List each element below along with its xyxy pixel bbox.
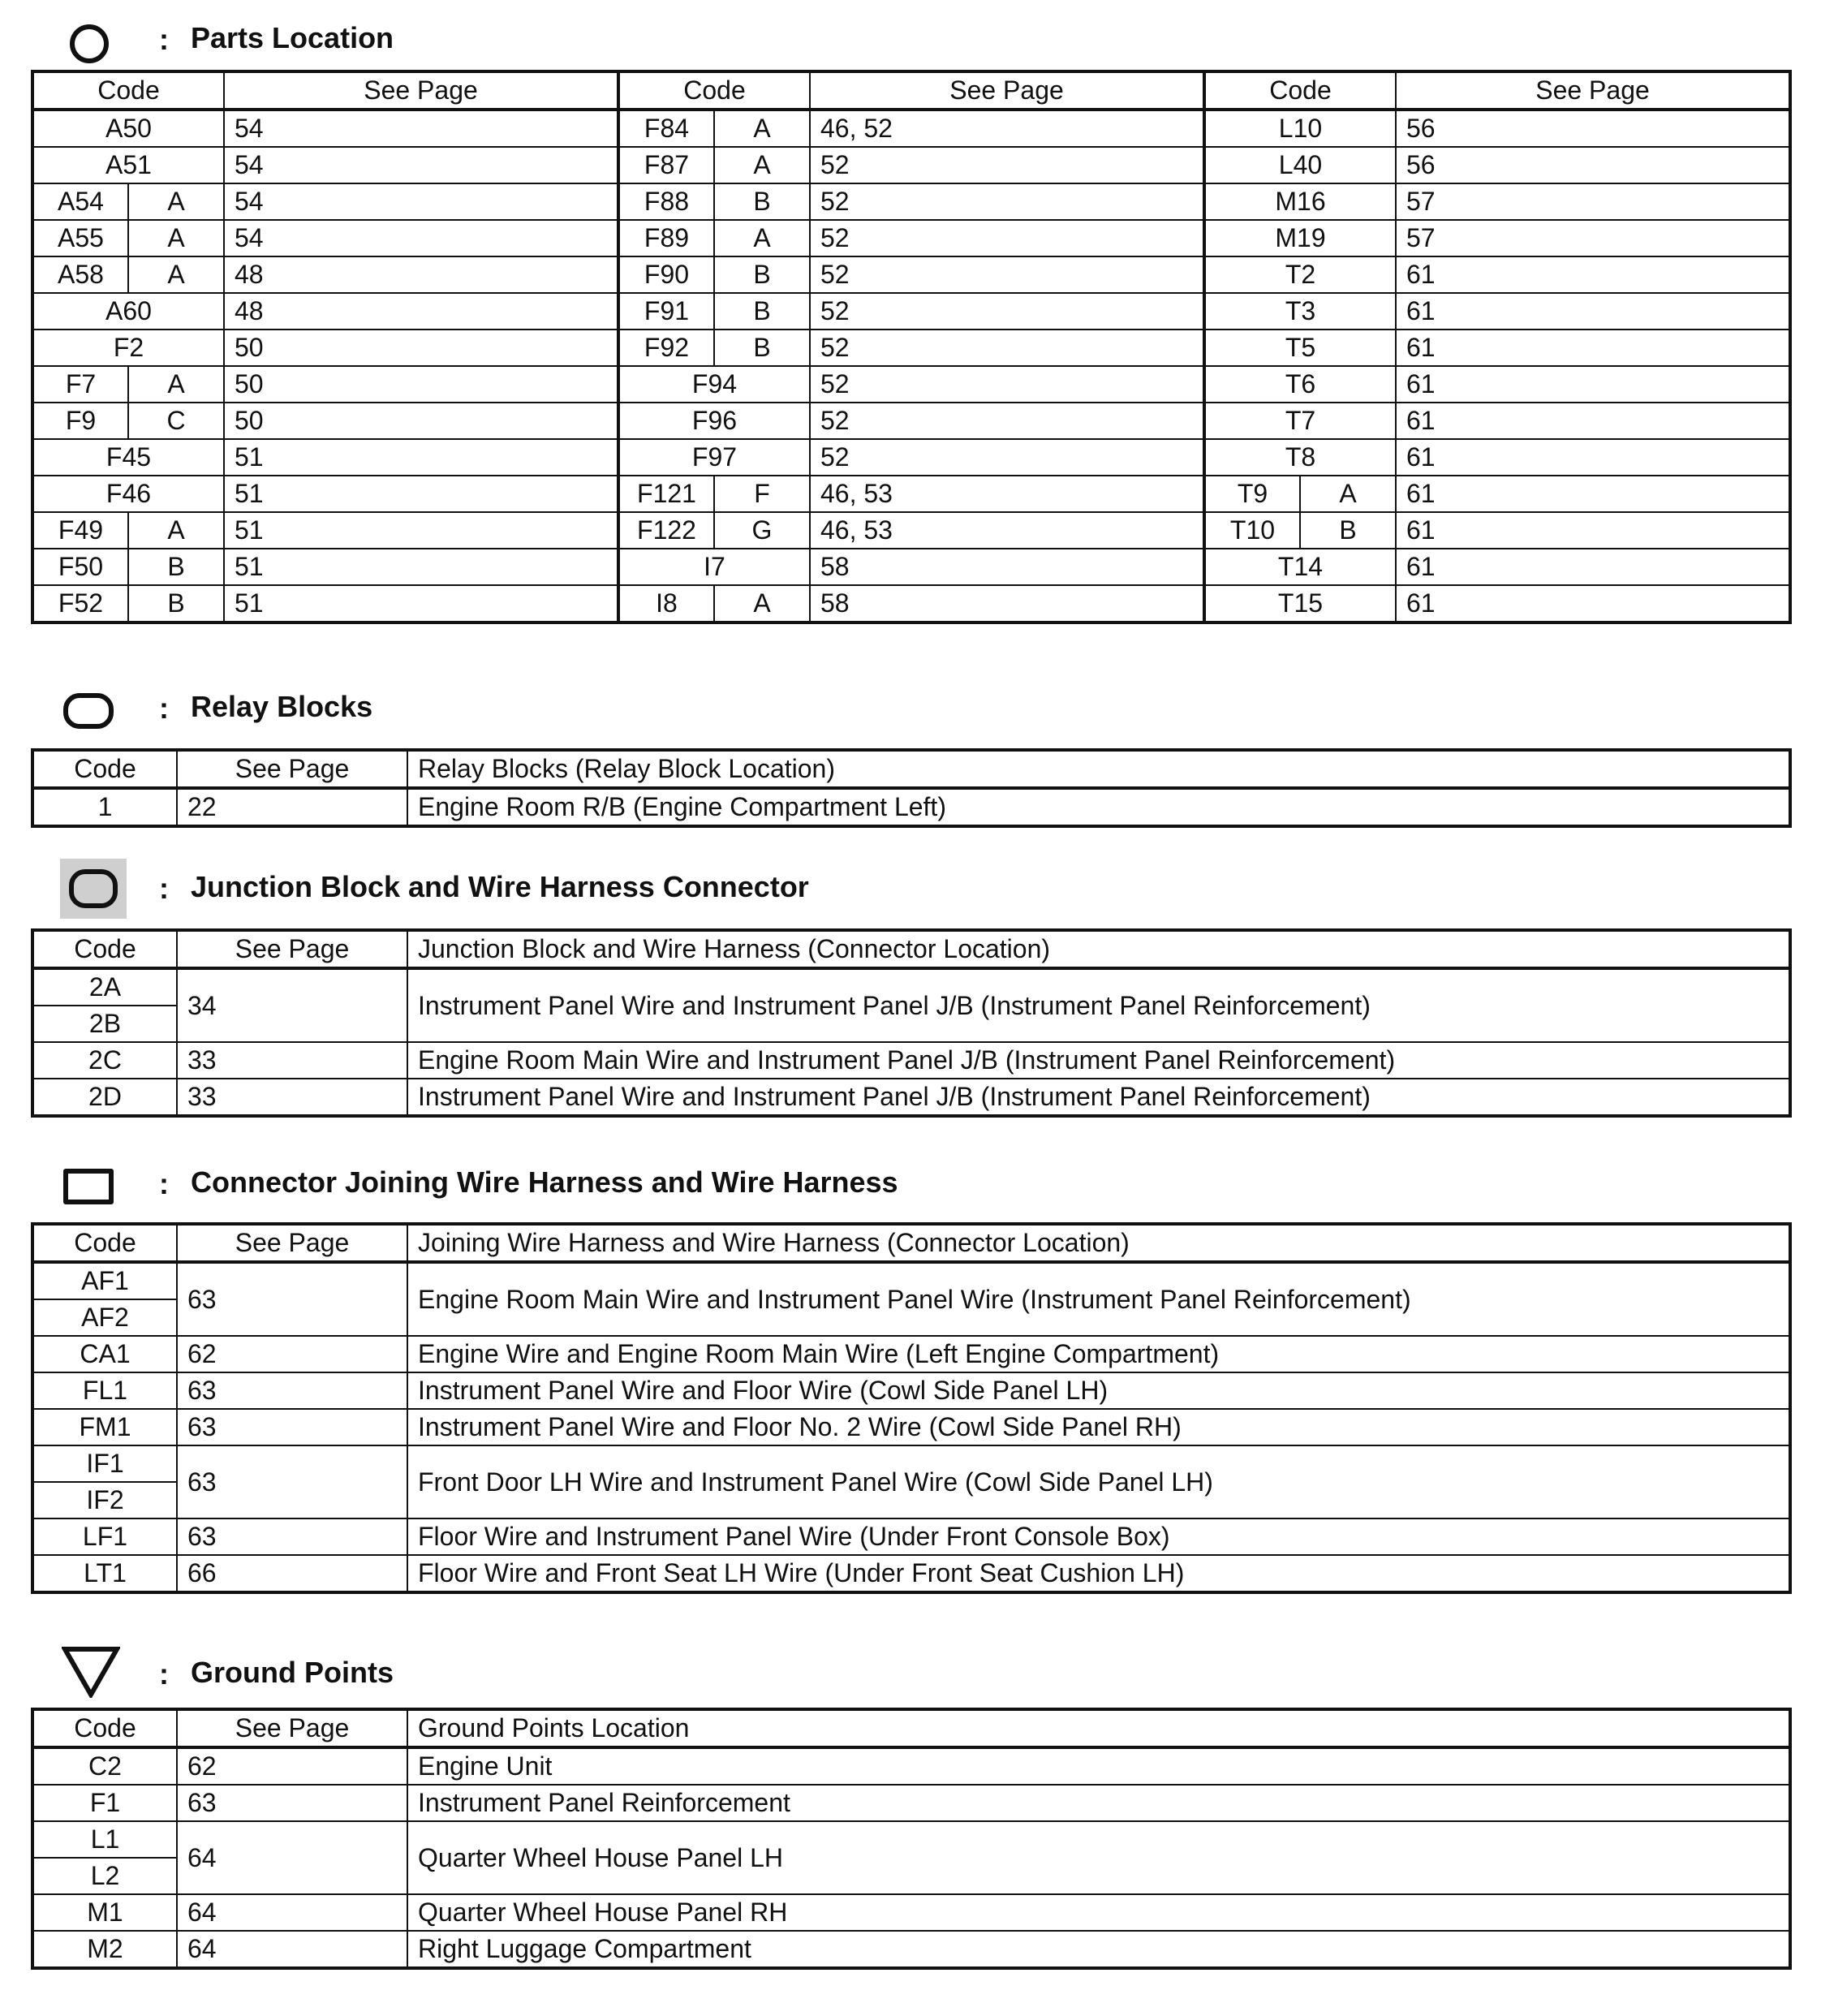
code-cell: F7	[32, 366, 128, 403]
relay-blocks-table	[31, 748, 1792, 828]
code-cell: F122	[618, 512, 714, 549]
table-row	[32, 549, 1790, 585]
code-cell: LT1	[32, 1555, 177, 1592]
table-row	[32, 1747, 1790, 1785]
table-row	[32, 183, 1790, 220]
code-header: Code	[32, 1709, 177, 1747]
location-cell: Floor Wire and Front Seat LH Wire (Under Front Seat Cushion LH)	[407, 1555, 1790, 1592]
code-cell: F96	[618, 403, 810, 439]
see-page-cell: 63	[177, 1262, 407, 1336]
see-page-cell: 52	[810, 439, 1204, 476]
table-row	[32, 220, 1790, 256]
triangle-down-icon	[62, 1646, 120, 1698]
code-cell: AF1	[32, 1262, 177, 1299]
table-row	[32, 1931, 1790, 1968]
code-cell: T5	[1204, 330, 1396, 366]
connector-joining-table	[31, 1222, 1792, 1594]
code-cell: I7	[618, 549, 810, 585]
code-variant-cell: A	[128, 366, 224, 403]
see-page-cell: 51	[224, 512, 618, 549]
location-header: Joining Wire Harness and Wire Harness (Connector Location)	[407, 1224, 1790, 1262]
location-cell: Floor Wire and Instrument Panel Wire (Under Front Console Box)	[407, 1518, 1790, 1555]
section-title: Connector Joining Wire Harness and Wire Harness	[191, 1165, 898, 1199]
see-page-cell: 22	[177, 788, 407, 826]
see-page-cell: 51	[224, 476, 618, 512]
see-page-cell: 61	[1396, 366, 1790, 403]
see-page-cell: 51	[224, 439, 618, 476]
code-cell: 1	[32, 788, 177, 826]
code-header: Code	[32, 71, 224, 110]
code-variant-cell: A	[714, 110, 810, 147]
table-row	[32, 476, 1790, 512]
code-cell: F92	[618, 330, 714, 366]
see-page-cell: 52	[810, 147, 1204, 183]
see-page-cell: 61	[1396, 256, 1790, 293]
code-variant-cell: A	[1300, 476, 1396, 512]
code-header: Code	[32, 1224, 177, 1262]
code-cell: F2	[32, 330, 224, 366]
code-variant-cell: B	[1300, 512, 1396, 549]
code-cell: A60	[32, 293, 224, 330]
see-page-header: See Page	[224, 71, 618, 110]
code-cell: M19	[1204, 220, 1396, 256]
table-row	[32, 1079, 1790, 1116]
see-page-cell: 61	[1396, 330, 1790, 366]
see-page-cell: 58	[810, 549, 1204, 585]
table-row	[32, 788, 1790, 826]
see-page-cell: 52	[810, 366, 1204, 403]
see-page-header: See Page	[177, 1709, 407, 1747]
see-page-cell: 54	[224, 183, 618, 220]
location-cell: Right Luggage Compartment	[407, 1931, 1790, 1968]
see-page-cell: 61	[1396, 403, 1790, 439]
code-cell: C2	[32, 1747, 177, 1785]
colon: :	[159, 872, 169, 905]
location-cell: Quarter Wheel House Panel RH	[407, 1894, 1790, 1931]
see-page-cell: 63	[177, 1785, 407, 1821]
shaded-rounded-box-icon	[60, 859, 127, 919]
code-cell: AF2	[32, 1299, 177, 1336]
code-cell: A54	[32, 183, 128, 220]
see-page-header: See Page	[177, 930, 407, 968]
code-header: Code	[32, 930, 177, 968]
code-cell: F91	[618, 293, 714, 330]
location-cell: Engine Room Main Wire and Instrument Panel Wire (Instrument Panel Reinforcement)	[407, 1262, 1790, 1336]
code-cell: M16	[1204, 183, 1396, 220]
code-cell: FM1	[32, 1409, 177, 1445]
see-page-cell: 48	[224, 256, 618, 293]
see-page-cell: 52	[810, 256, 1204, 293]
see-page-cell: 51	[224, 549, 618, 585]
table-row	[32, 1042, 1790, 1079]
see-page-cell: 62	[177, 1336, 407, 1372]
see-page-cell: 61	[1396, 585, 1790, 622]
location-cell: Instrument Panel Wire and Instrument Panel J/B (Instrument Panel Reinforcement)	[407, 1079, 1790, 1116]
code-cell: F46	[32, 476, 224, 512]
location-header: Junction Block and Wire Harness (Connector Location)	[407, 930, 1790, 968]
code-cell: F49	[32, 512, 128, 549]
see-page-cell: 56	[1396, 147, 1790, 183]
see-page-cell: 52	[810, 220, 1204, 256]
location-cell: Front Door LH Wire and Instrument Panel Wire (Cowl Side Panel LH)	[407, 1445, 1790, 1518]
rectangle-icon	[63, 1169, 114, 1204]
code-cell: CA1	[32, 1336, 177, 1372]
code-cell: F94	[618, 366, 810, 403]
code-variant-cell: B	[714, 293, 810, 330]
colon: :	[159, 691, 169, 725]
code-cell: F121	[618, 476, 714, 512]
code-variant-cell: A	[128, 256, 224, 293]
table-row	[32, 403, 1790, 439]
code-cell: A55	[32, 220, 128, 256]
location-cell: Engine Room R/B (Engine Compartment Left)	[407, 788, 1790, 826]
table-row	[32, 585, 1790, 622]
see-page-cell: 46, 52	[810, 110, 1204, 147]
code-cell: L10	[1204, 110, 1396, 147]
colon: :	[159, 1657, 169, 1691]
code-cell: T2	[1204, 256, 1396, 293]
code-cell: L2	[32, 1858, 177, 1894]
table-row	[32, 1445, 1790, 1482]
section-title: Junction Block and Wire Harness Connector	[191, 870, 809, 903]
see-page-cell: 56	[1396, 110, 1790, 147]
location-cell: Engine Room Main Wire and Instrument Panel J/B (Instrument Panel Reinforcement)	[407, 1042, 1790, 1079]
code-cell: F50	[32, 549, 128, 585]
see-page-cell: 52	[810, 330, 1204, 366]
location-header: Relay Blocks (Relay Block Location)	[407, 750, 1790, 788]
code-cell: A50	[32, 110, 224, 147]
code-cell: F52	[32, 585, 128, 622]
see-page-cell: 61	[1396, 293, 1790, 330]
code-cell: T9	[1204, 476, 1300, 512]
junction-block-table	[31, 928, 1792, 1118]
code-variant-cell: A	[714, 220, 810, 256]
location-cell: Instrument Panel Wire and Instrument Panel J/B (Instrument Panel Reinforcement)	[407, 968, 1790, 1042]
table-header-row	[32, 1709, 1790, 1747]
see-page-cell: 52	[810, 183, 1204, 220]
see-page-cell: 54	[224, 110, 618, 147]
see-page-cell: 64	[177, 1931, 407, 1968]
see-page-cell: 51	[224, 585, 618, 622]
table-row	[32, 293, 1790, 330]
code-variant-cell: G	[714, 512, 810, 549]
code-cell: F90	[618, 256, 714, 293]
location-cell: Instrument Panel Reinforcement	[407, 1785, 1790, 1821]
table-row	[32, 1894, 1790, 1931]
see-page-cell: 50	[224, 366, 618, 403]
see-page-cell: 63	[177, 1445, 407, 1518]
code-variant-cell: F	[714, 476, 810, 512]
code-cell: L40	[1204, 147, 1396, 183]
code-cell: L1	[32, 1821, 177, 1858]
see-page-cell: 54	[224, 147, 618, 183]
section-title: Parts Location	[191, 21, 394, 54]
code-cell: F1	[32, 1785, 177, 1821]
table-header-row	[32, 1224, 1790, 1262]
code-variant-cell: B	[714, 183, 810, 220]
table-row	[32, 1409, 1790, 1445]
table-row	[32, 1518, 1790, 1555]
ground-points-table	[31, 1708, 1792, 1970]
see-page-cell: 50	[224, 330, 618, 366]
see-page-cell: 48	[224, 293, 618, 330]
code-cell: T15	[1204, 585, 1396, 622]
code-cell: T3	[1204, 293, 1396, 330]
rounded-pill-icon	[63, 693, 114, 729]
table-row	[32, 1262, 1790, 1299]
see-page-header: See Page	[810, 71, 1204, 110]
see-page-cell: 52	[810, 403, 1204, 439]
code-cell: IF2	[32, 1482, 177, 1518]
code-cell: T6	[1204, 366, 1396, 403]
code-cell: T8	[1204, 439, 1396, 476]
code-cell: T7	[1204, 403, 1396, 439]
code-variant-cell: A	[714, 585, 810, 622]
see-page-cell: 50	[224, 403, 618, 439]
code-cell: 2C	[32, 1042, 177, 1079]
code-header: Code	[618, 71, 810, 110]
parts-location-table	[31, 70, 1792, 624]
table-row	[32, 1821, 1790, 1858]
table-header-row	[32, 750, 1790, 788]
code-variant-cell: C	[128, 403, 224, 439]
see-page-cell: 34	[177, 968, 407, 1042]
see-page-cell: 61	[1396, 512, 1790, 549]
table-row	[32, 968, 1790, 1006]
code-header: Code	[1204, 71, 1396, 110]
code-cell: I8	[618, 585, 714, 622]
see-page-cell: 64	[177, 1894, 407, 1931]
see-page-cell: 52	[810, 293, 1204, 330]
location-cell: Instrument Panel Wire and Floor No. 2 Wire (Cowl Side Panel RH)	[407, 1409, 1790, 1445]
code-cell: A58	[32, 256, 128, 293]
code-cell: 2B	[32, 1006, 177, 1042]
table-header-row	[32, 71, 1790, 110]
code-cell: F84	[618, 110, 714, 147]
see-page-header: See Page	[1396, 71, 1790, 110]
location-cell: Engine Unit	[407, 1747, 1790, 1785]
location-cell: Instrument Panel Wire and Floor Wire (Cowl Side Panel LH)	[407, 1372, 1790, 1409]
table-row	[32, 1336, 1790, 1372]
code-cell: M2	[32, 1931, 177, 1968]
see-page-cell: 46, 53	[810, 476, 1204, 512]
section-title: Ground Points	[191, 1656, 394, 1689]
location-cell: Engine Wire and Engine Room Main Wire (Left Engine Compartment)	[407, 1336, 1790, 1372]
code-cell: T14	[1204, 549, 1396, 585]
code-cell: FL1	[32, 1372, 177, 1409]
table-row	[32, 512, 1790, 549]
see-page-cell: 64	[177, 1821, 407, 1894]
see-page-header: See Page	[177, 1224, 407, 1262]
code-cell: F88	[618, 183, 714, 220]
code-variant-cell: B	[714, 256, 810, 293]
table-row	[32, 366, 1790, 403]
table-row	[32, 110, 1790, 147]
code-cell: A51	[32, 147, 224, 183]
see-page-cell: 63	[177, 1409, 407, 1445]
code-cell: F87	[618, 147, 714, 183]
see-page-header: See Page	[177, 750, 407, 788]
table-row	[32, 256, 1790, 293]
colon: :	[159, 1167, 169, 1200]
see-page-cell: 57	[1396, 183, 1790, 220]
code-cell: T10	[1204, 512, 1300, 549]
code-variant-cell: A	[128, 220, 224, 256]
see-page-cell: 57	[1396, 220, 1790, 256]
code-variant-cell: B	[128, 585, 224, 622]
table-row	[32, 1555, 1790, 1592]
code-cell: 2D	[32, 1079, 177, 1116]
code-variant-cell: A	[128, 183, 224, 220]
circle-icon	[70, 24, 109, 63]
see-page-cell: 61	[1396, 439, 1790, 476]
see-page-cell: 33	[177, 1079, 407, 1116]
code-cell: F97	[618, 439, 810, 476]
location-header: Ground Points Location	[407, 1709, 1790, 1747]
location-cell: Quarter Wheel House Panel LH	[407, 1821, 1790, 1894]
see-page-cell: 61	[1396, 476, 1790, 512]
code-cell: F89	[618, 220, 714, 256]
code-cell: M1	[32, 1894, 177, 1931]
see-page-cell: 62	[177, 1747, 407, 1785]
code-variant-cell: A	[128, 512, 224, 549]
table-row	[32, 330, 1790, 366]
table-row	[32, 147, 1790, 183]
see-page-cell: 33	[177, 1042, 407, 1079]
see-page-cell: 66	[177, 1555, 407, 1592]
see-page-cell: 63	[177, 1518, 407, 1555]
see-page-cell: 58	[810, 585, 1204, 622]
code-variant-cell: B	[714, 330, 810, 366]
code-cell: F45	[32, 439, 224, 476]
colon: :	[159, 23, 169, 56]
code-variant-cell: B	[128, 549, 224, 585]
table-row	[32, 1785, 1790, 1821]
code-cell: IF1	[32, 1445, 177, 1482]
code-variant-cell: A	[714, 147, 810, 183]
see-page-cell: 54	[224, 220, 618, 256]
table-row	[32, 1372, 1790, 1409]
see-page-cell: 61	[1396, 549, 1790, 585]
code-header: Code	[32, 750, 177, 788]
code-cell: LF1	[32, 1518, 177, 1555]
code-cell: 2A	[32, 968, 177, 1006]
see-page-cell: 46, 53	[810, 512, 1204, 549]
see-page-cell: 63	[177, 1372, 407, 1409]
section-title: Relay Blocks	[191, 690, 373, 723]
table-row	[32, 439, 1790, 476]
code-cell: F9	[32, 403, 128, 439]
table-header-row	[32, 930, 1790, 968]
